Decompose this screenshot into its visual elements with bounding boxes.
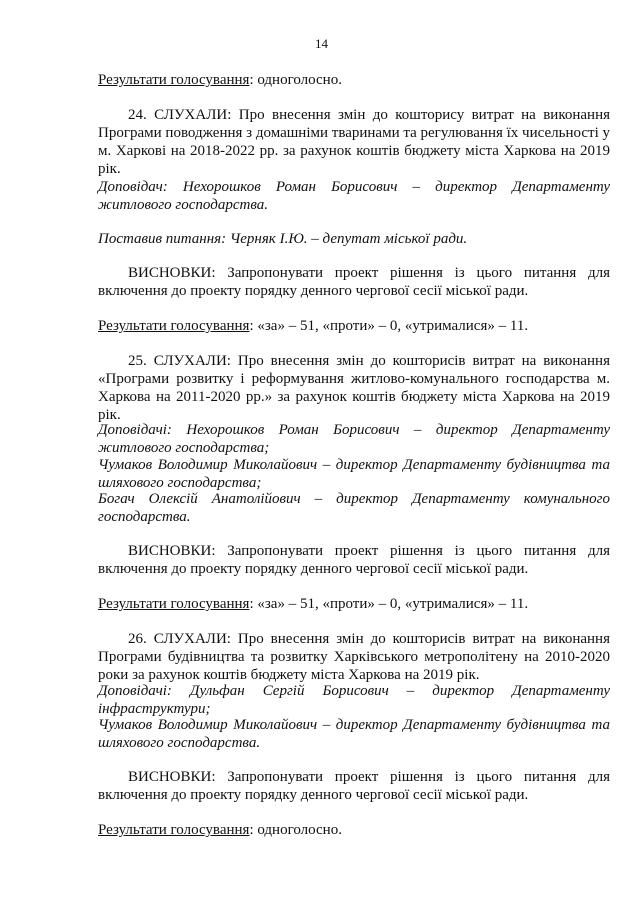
voting-result-label: Результати голосування [98,72,250,88]
voting-result-value: «за» – 51, «проти» – 0, «утрималися» – 11. [257,318,529,334]
item-25-speaker-1: Доповідачі: Нехорошков Роман Борисович – директор Департаменту житлового господарства; [98,422,610,456]
item-24-speaker: Доповідач: Нехорошков Роман Борисович – директор Департаменту житлового господарства. [98,179,610,213]
voting-result-value: одноголосно. [257,822,342,838]
voting-result-top: Результати голосування: одноголосно. [98,72,342,88]
item-25-conclusion: ВИСНОВКИ: Запропонувати проект рішення із цього питання для включення до проекту порядку денного чергової сесії міської ради. [98,543,610,577]
voting-result-value: одноголосно. [257,72,342,88]
voting-result-label: Результати голосування [98,596,250,612]
item-24-heard: 24. СЛУХАЛИ: Про внесення змін до кошторису витрат на виконання Програми поводження з домашніми тваринами та регулювання їх чисельності у м. Харкові на 2018-2022 рр. за рахунок коштів бюджету міста Харкова на 2019 рік. [98,107,610,177]
item-25-voting-result: Результати голосування: «за» – 51, «проти» – 0, «утрималися» – 11. [98,596,529,612]
voting-result-label: Результати голосування [98,822,250,838]
voting-result-value: «за» – 51, «проти» – 0, «утрималися» – 11. [257,596,529,612]
page-number: 14 [315,36,328,51]
item-24-conclusion: ВИСНОВКИ: Запропонувати проект рішення із цього питання для включення до проекту порядку денного чергової сесії міської ради. [98,265,610,299]
item-26-heard: 26. СЛУХАЛИ: Про внесення змін до кошторисів витрат на виконання Програми будівництва та розвитку Харківського метрополітену на 2010-2020 роки за рахунок коштів бюджету міста Харкова на 2019 рік. [98,631,610,683]
item-26-conclusion: ВИСНОВКИ: Запропонувати проект рішення із цього питання для включення до проекту порядку денного чергової сесії міської ради. [98,769,610,803]
item-24-raised: Поставив питання: Черняк І.Ю. – депутат міської ради. [98,231,468,247]
item-26-speaker-2: Чумаков Володимир Миколайович – директор Департаменту будівництва та шляхового господарства. [98,717,610,751]
voting-result-label: Результати голосування [98,318,250,334]
item-26-voting-result: Результати голосування: одноголосно. [98,822,342,838]
item-26-speaker-1: Доповідачі: Дульфан Сергій Борисович – директор Департаменту інфраструктури; [98,683,610,717]
item-24-voting-result: Результати голосування: «за» – 51, «проти» – 0, «утрималися» – 11. [98,318,529,334]
item-25-heard: 25. СЛУХАЛИ: Про внесення змін до кошторисів витрат на виконання «Програми розвитку і реформування житлово-комунального господарства м. Харкова на 2011-2020 рр.» за рахунок коштів бюджету міста Харкова на 2019 рік. [98,353,610,423]
item-25-speaker-2: Чумаков Володимир Миколайович – директор Департаменту будівництва та шляхового господарства; [98,457,610,491]
item-25-speaker-3: Богач Олексій Анатолійович – директор Департаменту комунального господарства. [98,491,610,525]
